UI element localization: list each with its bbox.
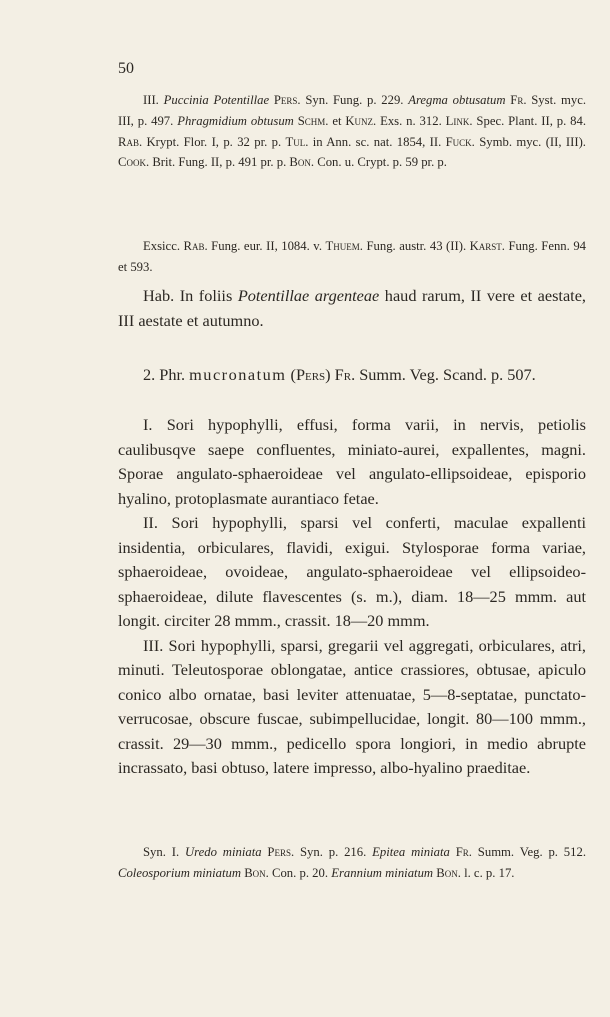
reference-text: Syn. p. 216. bbox=[294, 845, 373, 859]
author: Thuem. bbox=[325, 239, 363, 253]
reference-text: Con. u. Crypt. p. 59 pr. p. bbox=[314, 155, 447, 170]
exsiccatae bbox=[118, 236, 586, 278]
reference-text: Fung. Fenn. 94 et 593. bbox=[118, 239, 587, 274]
punctuation: ( bbox=[286, 365, 296, 384]
stage-ii-description: II. Sori hypophylli, sparsi vel conferti, maculae expallenti insidentia, orbiculares, flavidi, exigui. Stylosporae forma variae, sphaeroideae, ovoideae, angulato-sphaeroideae vel ellipsoideo-sphaeroideae, dilute flavescentes (s. m.), diam. 18—25 mmm. aut longit. circiter 28 mmm., crassit. 18—20 mmm. bbox=[118, 513, 586, 630]
habitat-text: Hab. In foliis bbox=[143, 286, 238, 305]
reference-text: Symb. myc. (II, III). bbox=[474, 134, 586, 149]
exsiccatae-paragraph bbox=[118, 236, 586, 278]
reference-text: Summ. Veg. p. 512. bbox=[471, 845, 587, 859]
species-heading bbox=[118, 363, 586, 388]
entry-iii-paragraph bbox=[118, 90, 586, 173]
synonyms-label: Syn. I. bbox=[143, 845, 185, 859]
taxon-name: Uredo miniata bbox=[185, 845, 262, 859]
author: Schm. bbox=[297, 113, 329, 128]
reference-text: Krypt. Flor. I, p. 32 pr. p. bbox=[142, 134, 286, 149]
exsiccatae-label: Exsicc. bbox=[143, 239, 184, 253]
reference-text: et bbox=[328, 113, 346, 128]
taxon-name: Erannium miniatum bbox=[331, 865, 434, 880]
species-epithet: mucronatum bbox=[189, 365, 287, 384]
author: Bon. bbox=[289, 155, 315, 170]
habitat-text: haud rarum, II vere et aestate, III aestate et autumno. bbox=[118, 286, 587, 330]
taxon-name: Epitea miniata bbox=[372, 845, 450, 859]
species-heading-paragraph bbox=[118, 363, 586, 388]
stage-i-description: I. Sori hypophylli, effusi, forma varii, in nervis, petiolis caulibusqve saepe confluentes, miniato-aurei, expallentes, magni. Sporae angulato-sphaeroideae vel angulato-ellipsoideae, episporio hyalino, protoplasmate aurantiaco fetae. bbox=[118, 415, 586, 508]
author: Pers bbox=[295, 365, 326, 384]
synonyms-paragraph bbox=[118, 842, 586, 884]
reference-text: Summ. Veg. Scand. p. 507. bbox=[355, 365, 536, 384]
taxon-name: Puccinia Potentillae bbox=[163, 93, 270, 107]
habitat bbox=[118, 284, 586, 333]
host-name: Potentillae argenteae bbox=[237, 286, 380, 305]
reference-text: Syst. myc. III, p. 497. bbox=[118, 93, 587, 128]
author: Cook. bbox=[118, 155, 150, 170]
entry-iii-references bbox=[118, 90, 586, 173]
author: Rab. bbox=[118, 134, 143, 149]
author: Fr. bbox=[334, 365, 356, 384]
taxon-name: Aregma obtusatum bbox=[408, 93, 506, 107]
reference-text: in Ann. sc. nat. 1854, II. bbox=[308, 134, 446, 149]
stage-label: III. bbox=[143, 93, 159, 107]
synonyms bbox=[118, 842, 586, 884]
description bbox=[118, 413, 586, 781]
author: Pers. bbox=[273, 93, 301, 107]
author: Bon. bbox=[244, 865, 269, 880]
reference-text: Spec. Plant. II, p. 84. bbox=[472, 113, 586, 128]
reference-text: Syn. Fung. p. 229. bbox=[300, 93, 409, 107]
author: Fuck. bbox=[445, 134, 475, 149]
author: Fr. bbox=[510, 93, 527, 107]
author: Karst. bbox=[469, 239, 505, 253]
author: Rab. bbox=[183, 239, 208, 253]
author: Tul. bbox=[285, 134, 309, 149]
author: Bon. bbox=[436, 865, 461, 880]
habitat-paragraph bbox=[118, 284, 586, 333]
taxon-name: Phragmidium obtusum bbox=[177, 113, 294, 128]
punctuation: ) bbox=[325, 365, 335, 384]
reference-text: Exs. n. 312. bbox=[376, 113, 446, 128]
author: Link. bbox=[445, 113, 473, 128]
author: Kunz. bbox=[345, 113, 377, 128]
reference-text: Fung. austr. 43 (II). bbox=[362, 239, 470, 253]
reference-text: Con. p. 20. bbox=[268, 865, 332, 880]
author: Fr. bbox=[455, 845, 472, 859]
reference-text: Fung. eur. II, 1084. v. bbox=[207, 239, 326, 253]
reference-text: l. c. p. 17. bbox=[460, 865, 515, 880]
reference-text: Brit. Fung. II, p. 491 pr. p. bbox=[149, 155, 290, 170]
species-number: 2. Phr. bbox=[143, 365, 190, 384]
author: Pers. bbox=[267, 845, 295, 859]
stage-iii-description: III. Sori hypophylli, sparsi, gregarii vel aggregati, orbiculares, atri, minuti. Teleutosporae oblongatae, antice crassiores, obtusae, apiculo conico albo ornatae, basi leviter attenuatae, 5—8-septatae, punctato-verrucosae, obscure fuscae, subimpellucidae, longit. 80—100 mmm., crassit. 29—30 mmm., pedicello spora longiori, in medio abrupte incrassato, basi obtuso, latere impresso, albo-hyalino praeditae. bbox=[118, 635, 586, 777]
page-number: 50 bbox=[118, 60, 134, 77]
taxon-name: Coleosporium miniatum bbox=[118, 865, 242, 880]
